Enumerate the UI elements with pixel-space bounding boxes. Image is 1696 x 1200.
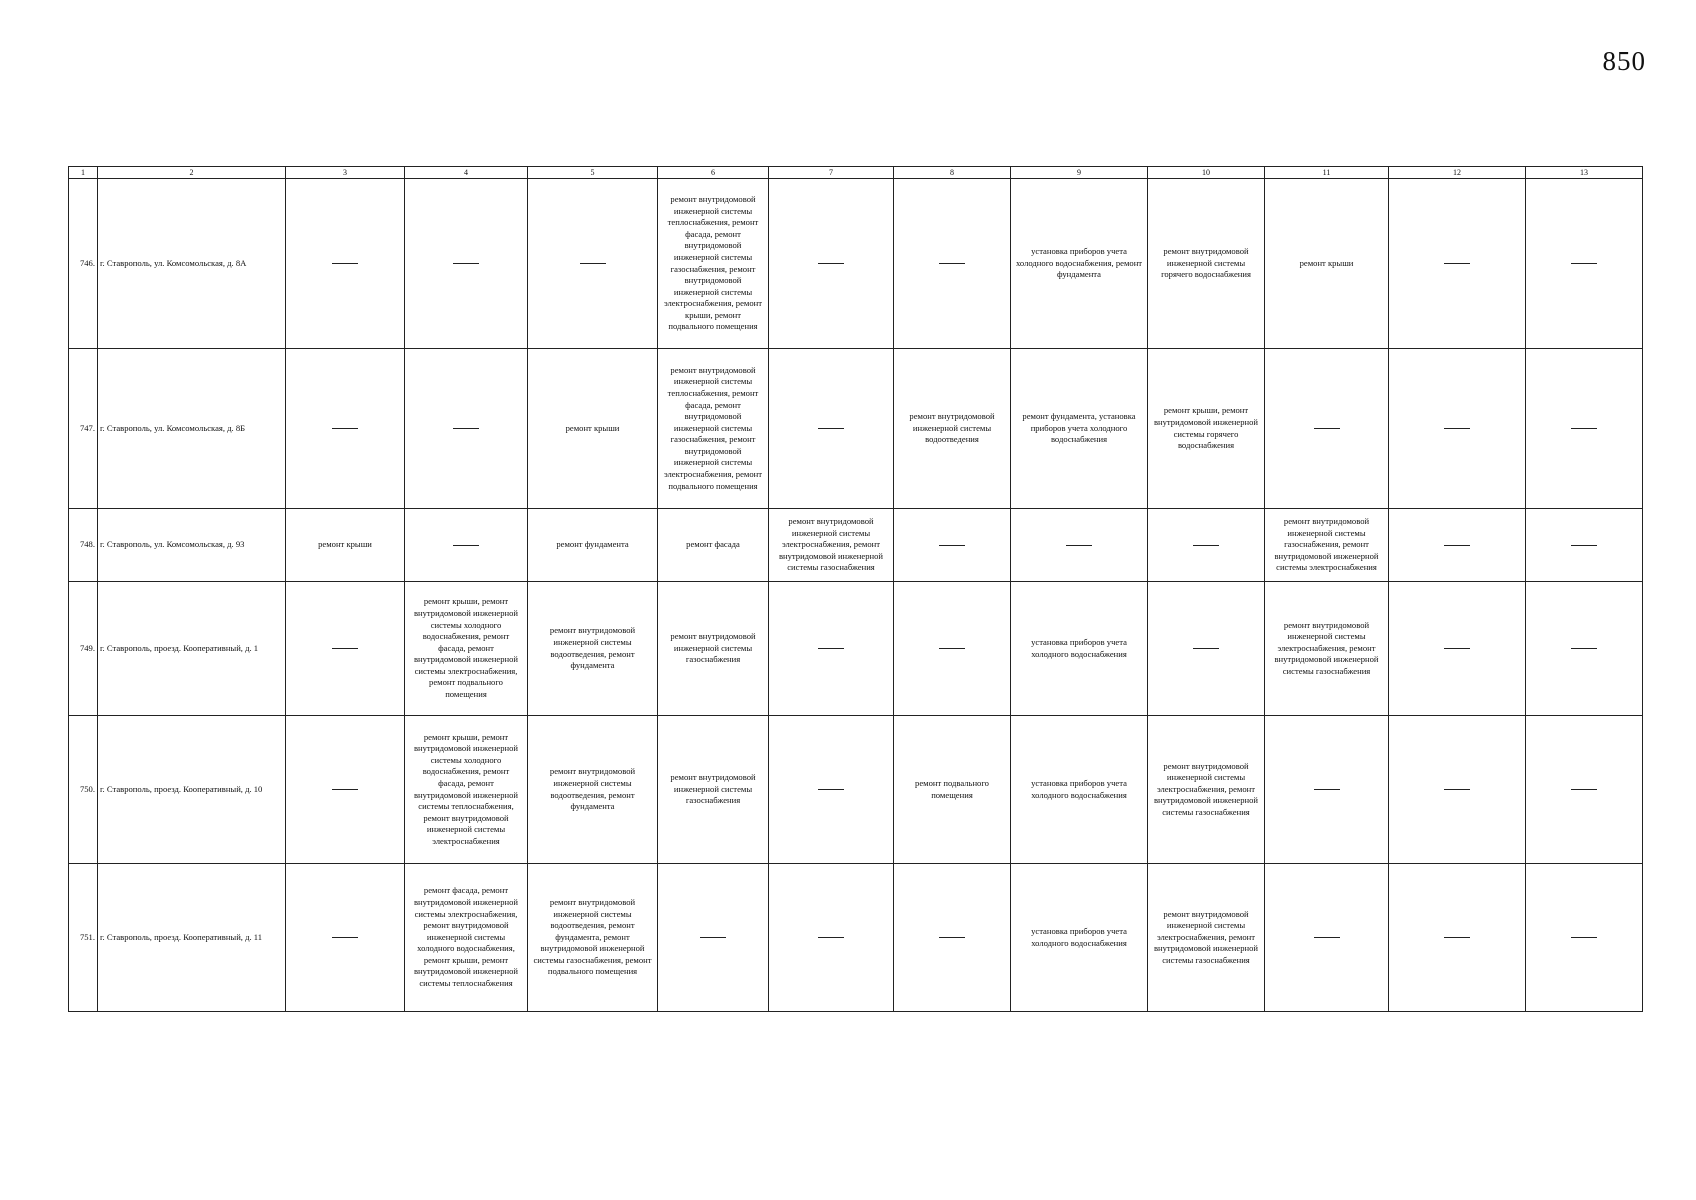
empty-cell — [1526, 179, 1643, 349]
empty-cell — [894, 509, 1011, 582]
dash-mark — [818, 937, 844, 938]
dash-mark — [700, 937, 726, 938]
work-cell: ремонт крыши, ремонт внутридомовой инженерной системы горячего водоснабжения — [1148, 349, 1265, 509]
dash-mark — [1314, 937, 1340, 938]
column-header: 2 — [98, 167, 286, 179]
empty-cell — [1526, 349, 1643, 509]
work-cell: ремонт подвального помещения — [894, 716, 1011, 864]
dash-mark — [1066, 545, 1092, 546]
row-number: 749. — [69, 582, 98, 716]
empty-cell — [1389, 349, 1526, 509]
column-header: 10 — [1148, 167, 1265, 179]
column-header: 5 — [528, 167, 658, 179]
work-cell: ремонт крыши — [528, 349, 658, 509]
column-header: 4 — [405, 167, 528, 179]
work-cell: ремонт крыши, ремонт внутридомовой инженерной системы холодного водоснабжения, ремонт фасада, ремонт внутридомовой инженерной системы электроснабжения, ремонт подвального помещения — [405, 582, 528, 716]
empty-cell — [405, 179, 528, 349]
work-cell: ремонт крыши — [286, 509, 405, 582]
dash-mark — [1193, 545, 1219, 546]
empty-cell — [769, 716, 894, 864]
dash-mark — [1444, 789, 1470, 790]
empty-cell — [1265, 864, 1389, 1012]
empty-cell — [286, 349, 405, 509]
dash-mark — [453, 428, 479, 429]
column-header: 6 — [658, 167, 769, 179]
work-cell: ремонт внутридомовой инженерной системы водоотведения, ремонт фундамента, ремонт внутридомовой инженерной системы газоснабжения, ремонт подвального помещения — [528, 864, 658, 1012]
empty-cell — [1011, 509, 1148, 582]
column-header: 7 — [769, 167, 894, 179]
dash-mark — [1444, 263, 1470, 264]
work-cell: ремонт внутридомовой инженерной системы электроснабжения, ремонт внутридомовой инженерной системы газоснабжения — [1265, 582, 1389, 716]
dash-mark — [818, 789, 844, 790]
dash-mark — [332, 648, 358, 649]
dash-mark — [818, 428, 844, 429]
dash-mark — [939, 648, 965, 649]
empty-cell — [1526, 509, 1643, 582]
address-cell: г. Ставрополь, ул. Комсомольская, д. 8Б — [98, 349, 286, 509]
dash-mark — [1571, 545, 1597, 546]
empty-cell — [1526, 582, 1643, 716]
empty-cell — [1148, 509, 1265, 582]
dash-mark — [1314, 789, 1340, 790]
dash-mark — [1571, 263, 1597, 264]
empty-cell — [769, 864, 894, 1012]
address-cell: г. Ставрополь, проезд. Кооперативный, д. 11 — [98, 864, 286, 1012]
dash-mark — [1193, 648, 1219, 649]
empty-cell — [1526, 864, 1643, 1012]
address-cell: г. Ставрополь, ул. Комсомольская, д. 8А — [98, 179, 286, 349]
address-cell: г. Ставрополь, ул. Комсомольская, д. 93 — [98, 509, 286, 582]
empty-cell — [1389, 716, 1526, 864]
column-header: 3 — [286, 167, 405, 179]
dash-mark — [1571, 648, 1597, 649]
table-row — [69, 179, 1643, 349]
empty-cell — [1389, 864, 1526, 1012]
dash-mark — [332, 428, 358, 429]
dash-mark — [332, 263, 358, 264]
work-cell: ремонт крыши — [1265, 179, 1389, 349]
work-cell: ремонт фундамента, установка приборов учета холодного водоснабжения — [1011, 349, 1148, 509]
work-cell: ремонт внутридомовой инженерной системы теплоснабжения, ремонт фасада, ремонт внутридомовой инженерной системы газоснабжения, ремонт внутридомовой инженерной системы электроснабжения, ремонт подвального помещения — [658, 349, 769, 509]
empty-cell — [769, 582, 894, 716]
work-cell: ремонт внутридомовой инженерной системы водоотведения, ремонт фундамента — [528, 582, 658, 716]
empty-cell — [1148, 582, 1265, 716]
work-cell: ремонт внутридомовой инженерной системы газоснабжения — [658, 716, 769, 864]
empty-cell — [405, 349, 528, 509]
work-cell: ремонт фасада, ремонт внутридомовой инженерной системы электроснабжения, ремонт внутридомовой инженерной системы холодного водоснабжения, ремонт крыши, ремонт внутридомовой инженерной системы теплоснабжения — [405, 864, 528, 1012]
dash-mark — [1571, 428, 1597, 429]
dash-mark — [1571, 937, 1597, 938]
column-header: 9 — [1011, 167, 1148, 179]
work-cell: установка приборов учета холодного водоснабжения, ремонт фундамента — [1011, 179, 1148, 349]
dash-mark — [453, 263, 479, 264]
column-header: 13 — [1526, 167, 1643, 179]
empty-cell — [1389, 509, 1526, 582]
dash-mark — [1444, 545, 1470, 546]
empty-cell — [286, 716, 405, 864]
address-cell: г. Ставрополь, проезд. Кооперативный, д. 10 — [98, 716, 286, 864]
empty-cell — [1389, 582, 1526, 716]
work-cell: ремонт внутридомовой инженерной системы газоснабжения — [658, 582, 769, 716]
table-row — [69, 582, 1643, 716]
empty-cell — [1265, 716, 1389, 864]
dash-mark — [818, 263, 844, 264]
column-header: 12 — [1389, 167, 1526, 179]
dash-mark — [1314, 428, 1340, 429]
dash-mark — [453, 545, 479, 546]
work-cell: установка приборов учета холодного водоснабжения — [1011, 864, 1148, 1012]
work-cell: ремонт внутридомовой инженерной системы водоотведения — [894, 349, 1011, 509]
empty-cell — [894, 179, 1011, 349]
empty-cell — [286, 582, 405, 716]
work-cell: установка приборов учета холодного водоснабжения — [1011, 582, 1148, 716]
dash-mark — [1571, 789, 1597, 790]
dash-mark — [332, 937, 358, 938]
page-number: 850 — [1602, 46, 1646, 76]
column-header: 11 — [1265, 167, 1389, 179]
work-cell: ремонт внутридомовой инженерной системы электроснабжения, ремонт внутридомовой инженерной системы газоснабжения — [769, 509, 894, 582]
dash-mark — [939, 937, 965, 938]
dash-mark — [1444, 648, 1470, 649]
dash-mark — [818, 648, 844, 649]
work-cell: ремонт внутридомовой инженерной системы горячего водоснабжения — [1148, 179, 1265, 349]
work-cell: установка приборов учета холодного водоснабжения — [1011, 716, 1148, 864]
dash-mark — [1444, 937, 1470, 938]
work-cell: ремонт внутридомовой инженерной системы теплоснабжения, ремонт фасада, ремонт внутридомовой инженерной системы газоснабжения, ремонт внутридомовой инженерной системы электроснабжения, ремонт крыши, ремонт подвального помещения — [658, 179, 769, 349]
dash-mark — [332, 789, 358, 790]
row-number: 746. — [69, 179, 98, 349]
table-row — [69, 509, 1643, 582]
column-header: 8 — [894, 167, 1011, 179]
row-number: 748. — [69, 509, 98, 582]
empty-cell — [286, 179, 405, 349]
empty-cell — [286, 864, 405, 1012]
empty-cell — [528, 179, 658, 349]
empty-cell — [769, 349, 894, 509]
dash-mark — [1444, 428, 1470, 429]
table-row — [69, 864, 1643, 1012]
row-number: 747. — [69, 349, 98, 509]
column-header: 1 — [69, 167, 98, 179]
row-number: 750. — [69, 716, 98, 864]
empty-cell — [658, 864, 769, 1012]
table-row — [69, 716, 1643, 864]
row-number: 751. — [69, 864, 98, 1012]
work-cell: ремонт фундамента — [528, 509, 658, 582]
work-cell: ремонт внутридомовой инженерной системы электроснабжения, ремонт внутридомовой инженерной системы газоснабжения — [1148, 716, 1265, 864]
empty-cell — [894, 864, 1011, 1012]
work-cell: ремонт внутридомовой инженерной системы водоотведения, ремонт фундамента — [528, 716, 658, 864]
dash-mark — [939, 545, 965, 546]
empty-cell — [405, 509, 528, 582]
work-cell: ремонт внутридомовой инженерной системы газоснабжения, ремонт внутридомовой инженерной системы электроснабжения — [1265, 509, 1389, 582]
work-cell: ремонт внутридомовой инженерной системы электроснабжения, ремонт внутридомовой инженерной системы газоснабжения — [1148, 864, 1265, 1012]
empty-cell — [1265, 349, 1389, 509]
work-cell: ремонт крыши, ремонт внутридомовой инженерной системы холодного водоснабжения, ремонт фасада, ремонт внутридомовой инженерной системы теплоснабжения, ремонт внутридомовой инженерной системы электроснабжения — [405, 716, 528, 864]
empty-cell — [1389, 179, 1526, 349]
repair-schedule-table — [68, 166, 1643, 1012]
dash-mark — [580, 263, 606, 264]
empty-cell — [1526, 716, 1643, 864]
empty-cell — [894, 582, 1011, 716]
address-cell: г. Ставрополь, проезд. Кооперативный, д. 1 — [98, 582, 286, 716]
table-row — [69, 349, 1643, 509]
work-cell: ремонт фасада — [658, 509, 769, 582]
dash-mark — [939, 263, 965, 264]
empty-cell — [769, 179, 894, 349]
header-row — [69, 167, 1643, 179]
